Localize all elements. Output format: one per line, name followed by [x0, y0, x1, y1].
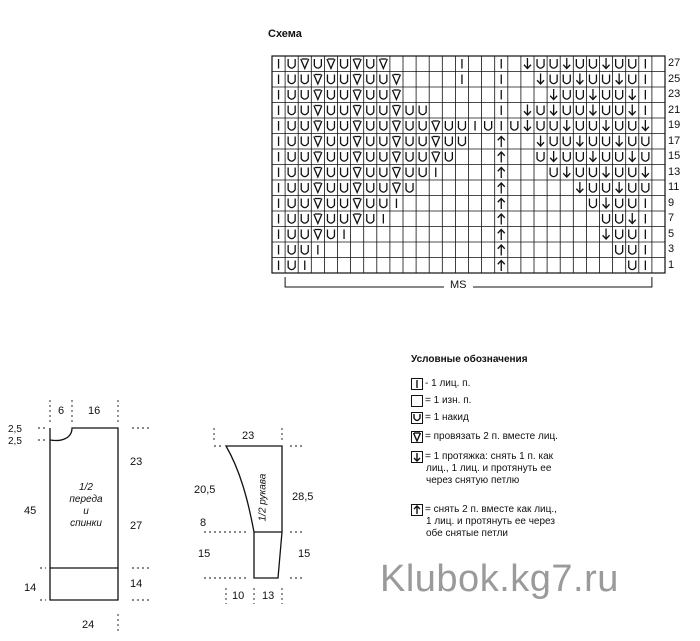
dim-sleeve-bottom-left: 10	[232, 590, 245, 602]
dim-rib-right: 14	[130, 578, 143, 590]
dim-sleeve-lower-right: 15	[298, 548, 311, 560]
dim-armhole: 23	[130, 456, 143, 468]
k2tog-icon	[411, 431, 423, 443]
row-number: 17	[668, 134, 681, 147]
scheme-title: Схема	[268, 28, 302, 40]
legend-text: = 1 протяжка: снять 1 п. как	[425, 451, 554, 462]
legend-item-ssk	[411, 451, 553, 487]
dim-top2: 2,5	[8, 436, 22, 447]
dim-rib-left: 14	[24, 582, 37, 594]
dim-sleeve-top: 23	[242, 430, 255, 442]
knit-icon	[411, 378, 423, 390]
ssk-icon	[411, 451, 423, 463]
body-label: 1/2 переда и спинки	[69, 482, 103, 529]
row-number: 11	[668, 181, 680, 193]
dim-shoulder: 16	[88, 405, 101, 417]
dim-length: 45	[24, 505, 37, 517]
row-number: 13	[668, 165, 681, 178]
dim-top1: 2,5	[8, 424, 22, 435]
legend-text: = 1 изн. п.	[425, 395, 472, 406]
row-number: 27	[668, 57, 681, 69]
cdd-icon	[411, 504, 423, 516]
legend-text: = 1 накид	[425, 412, 469, 423]
dim-sleeve-total: 28,5	[292, 491, 314, 503]
purl-icon	[411, 395, 423, 407]
repeat-label: MS	[444, 279, 473, 291]
legend-title: Условные обозначения	[411, 354, 528, 365]
row-number: 9	[668, 196, 675, 209]
row-number: 5	[668, 227, 675, 240]
legend-text-continued: 1 лиц. и протянуть ее через	[426, 516, 555, 527]
legend-item-yarn-over	[411, 412, 469, 424]
row-number: 3	[668, 243, 675, 255]
legend-text: = провязать 2 п. вместе лиц.	[425, 431, 558, 442]
legend-text-continued: лиц., 1 лиц. и протянуть ее	[426, 463, 552, 474]
dim-neck: 6	[58, 405, 65, 417]
legend-text: = снять 2 п. вместе как лиц.,	[425, 504, 557, 515]
legend-text-continued: обе снятые петли	[426, 528, 508, 539]
sleeve-label: 1/2 рукава	[257, 473, 269, 522]
dim-sleeve-cap: 20,5	[194, 484, 216, 496]
legend-item-knit	[411, 378, 470, 390]
legend-item-cdd	[411, 504, 557, 540]
row-number: 23	[668, 88, 681, 100]
dim-sleeve-lower: 15	[198, 548, 211, 560]
row-number: 21	[668, 103, 681, 116]
row-number: 1	[668, 258, 675, 271]
row-number: 7	[668, 212, 675, 224]
sleeve-outline	[226, 446, 282, 578]
dim-side: 27	[130, 520, 143, 532]
legend-text: - 1 лиц. п.	[425, 378, 471, 389]
yarn-over-icon	[411, 412, 423, 424]
row-number: 25	[668, 72, 681, 85]
legend-item-k2tog	[411, 431, 558, 443]
row-number: 19	[668, 119, 681, 131]
dim-sleeve-bottom-right: 13	[262, 590, 275, 602]
row-number: 15	[668, 150, 681, 162]
dim-width: 24	[82, 619, 95, 631]
legend-text-continued: через снятую петлю	[426, 475, 520, 486]
watermark: Klubok.kg7.ru	[380, 558, 619, 600]
legend-item-purl	[411, 395, 471, 407]
dim-sleeve-mid: 8	[200, 517, 207, 529]
